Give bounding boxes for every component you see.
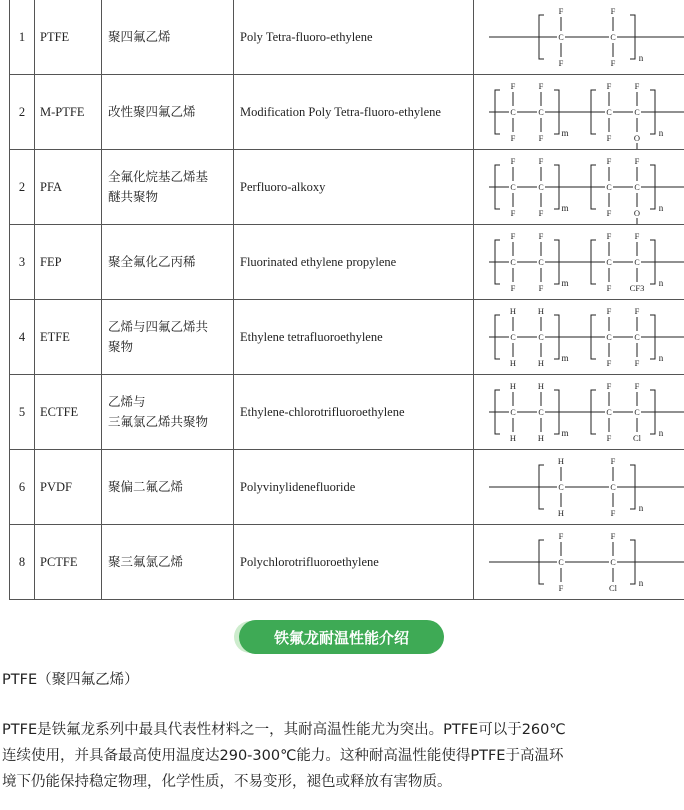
- section-subtitle: PTFE（聚四氟乙烯）: [2, 672, 139, 688]
- carbon-label: C: [609, 33, 616, 42]
- english-name: Modification Poly Tetra-fluoro-ethylene: [234, 75, 474, 150]
- repeat-subscript: n: [658, 278, 663, 288]
- carbon-label: C: [557, 483, 564, 492]
- repeat-subscript: n: [658, 128, 663, 138]
- substituent-bottom: H: [537, 358, 544, 368]
- substituent-bottom: F: [606, 133, 611, 143]
- structure-diagram: [483, 0, 684, 74]
- substituent-top: F: [634, 81, 639, 91]
- row-number: 3: [10, 225, 35, 300]
- substituent-bottom: F: [538, 283, 543, 293]
- substituent-bottom: F: [558, 58, 563, 68]
- structure-formula: [474, 150, 684, 225]
- repeat-subscript: n: [638, 503, 643, 513]
- substituent-bottom: Cl: [608, 583, 617, 593]
- table-row: [10, 150, 684, 225]
- structure-formula: [474, 75, 684, 150]
- abbreviation: PCTFE: [35, 525, 102, 600]
- substituent-top: F: [610, 456, 615, 466]
- substituent-bottom: F: [558, 583, 563, 593]
- substituent-bottom: O: [633, 133, 640, 143]
- carbon-label: C: [605, 408, 612, 417]
- substituent-bottom: F: [510, 283, 515, 293]
- repeat-subscript: n: [658, 203, 663, 213]
- substituent-top: F: [610, 6, 615, 16]
- abbreviation: ECTFE: [35, 375, 102, 450]
- structure-diagram: [483, 150, 684, 224]
- chinese-name-line: 聚物: [108, 340, 134, 354]
- chinese-name: [102, 150, 234, 225]
- carbon-label: C: [605, 258, 612, 267]
- chinese-name-line: 醚共聚物: [108, 190, 159, 204]
- carbon-label: C: [605, 108, 612, 117]
- substituent-bottom: H: [537, 433, 544, 443]
- substituent-bottom: F: [606, 433, 611, 443]
- repeat-subscript: m: [560, 128, 569, 138]
- structure-formula: [474, 375, 684, 450]
- carbon-label: C: [537, 333, 544, 342]
- row-number: 8: [10, 525, 35, 600]
- substituent-top: H: [509, 306, 516, 316]
- structure-diagram: [483, 225, 684, 299]
- structure-formula: [474, 0, 684, 75]
- row-number: 1: [10, 0, 35, 75]
- chinese-name: [102, 375, 234, 450]
- carbon-label: C: [609, 483, 616, 492]
- fluoropolymer-table: [9, 0, 684, 600]
- row-number: 4: [10, 300, 35, 375]
- chinese-name-line: 乙烯与: [108, 395, 146, 409]
- abbreviation: ETFE: [35, 300, 102, 375]
- substituent-top: F: [634, 306, 639, 316]
- substituent-bottom: O: [633, 208, 640, 218]
- carbon-label: C: [633, 183, 640, 192]
- abbreviation: PTFE: [35, 0, 102, 75]
- abbreviation: PVDF: [35, 450, 102, 525]
- substituent-top: F: [510, 231, 515, 241]
- repeat-subscript: n: [658, 353, 663, 363]
- carbon-label: C: [509, 408, 516, 417]
- table-row: [10, 375, 684, 450]
- carbon-label: C: [537, 108, 544, 117]
- abbreviation: PFA: [35, 150, 102, 225]
- substituent-top: F: [538, 231, 543, 241]
- repeat-subscript: m: [560, 428, 569, 438]
- table-row: [10, 75, 684, 150]
- chinese-name: 聚偏二氟乙烯: [102, 450, 234, 525]
- carbon-label: C: [557, 558, 564, 567]
- english-name: Ethylene-chlorotrifluoroethylene: [234, 375, 474, 450]
- substituent-bottom: F: [610, 58, 615, 68]
- carbon-label: C: [633, 108, 640, 117]
- carbon-label: C: [633, 333, 640, 342]
- substituent-top: H: [557, 456, 564, 466]
- abbreviation: M-PTFE: [35, 75, 102, 150]
- substituent-top: F: [558, 6, 563, 16]
- abbreviation: FEP: [35, 225, 102, 300]
- substituent-top: F: [610, 531, 615, 541]
- substituent-top: F: [606, 306, 611, 316]
- repeat-subscript: n: [658, 428, 663, 438]
- english-name: Poly Tetra-fluoro-ethylene: [234, 0, 474, 75]
- substituent-top: F: [634, 156, 639, 166]
- structure-diagram: [483, 450, 684, 524]
- carbon-label: C: [633, 408, 640, 417]
- substituent-top: F: [634, 381, 639, 391]
- structure-diagram: [483, 75, 684, 149]
- english-name: Fluorinated ethylene propylene: [234, 225, 474, 300]
- chinese-name-line: 乙烯与四氟乙烯共: [108, 320, 209, 334]
- structure-diagram: [483, 300, 684, 374]
- english-name: Perfluoro-alkoxy: [234, 150, 474, 225]
- repeat-subscript: m: [560, 203, 569, 213]
- table-row: [10, 300, 684, 375]
- structure-formula: [474, 525, 684, 600]
- structure-formula: [474, 225, 684, 300]
- substituent-top: F: [538, 81, 543, 91]
- substituent-bottom: F: [538, 133, 543, 143]
- carbon-label: C: [509, 108, 516, 117]
- substituent-bottom: F: [610, 508, 615, 518]
- substituent-bottom: F: [510, 133, 515, 143]
- substituent-bottom: F: [606, 283, 611, 293]
- chinese-name-line: 全氟化烷基乙烯基: [108, 170, 209, 184]
- substituent-bottom: H: [509, 358, 516, 368]
- carbon-label: C: [605, 183, 612, 192]
- substituent-bottom: F: [606, 358, 611, 368]
- structure-formula: [474, 450, 684, 525]
- table-row: [10, 525, 684, 600]
- substituent-top: F: [510, 81, 515, 91]
- chinese-name: [102, 300, 234, 375]
- substituent-top: F: [606, 156, 611, 166]
- substituent-top: H: [537, 381, 544, 391]
- chinese-name: 聚四氟乙烯: [102, 0, 234, 75]
- english-name: Polyvinylidenefluoride: [234, 450, 474, 525]
- carbon-label: C: [509, 333, 516, 342]
- substituent-bottom: F: [634, 358, 639, 368]
- substituent-top: F: [606, 381, 611, 391]
- repeat-subscript: m: [560, 278, 569, 288]
- carbon-label: C: [557, 33, 564, 42]
- row-number: 2: [10, 75, 35, 150]
- carbon-label: C: [605, 333, 612, 342]
- row-number: 2: [10, 150, 35, 225]
- carbon-label: C: [537, 408, 544, 417]
- substituent-bottom: Cl: [632, 433, 641, 443]
- chinese-name: 聚全氟化乙丙稀: [102, 225, 234, 300]
- carbon-label: C: [509, 258, 516, 267]
- substituent-top: F: [538, 156, 543, 166]
- repeat-subscript: m: [560, 353, 569, 363]
- structure-diagram: [483, 525, 684, 599]
- substituent-top: F: [606, 81, 611, 91]
- carbon-label: C: [609, 558, 616, 567]
- structure-formula: [474, 300, 684, 375]
- row-number: 5: [10, 375, 35, 450]
- chinese-name: 改性聚四氟乙烯: [102, 75, 234, 150]
- chinese-name-line: 三氟氯乙烯共聚物: [108, 415, 209, 429]
- substituent-top: F: [558, 531, 563, 541]
- row-number: 6: [10, 450, 35, 525]
- table-row: [10, 450, 684, 525]
- paragraph-line: 境下仍能保持稳定物理，化学性质，不易变形，褪色或释放有害物质。: [2, 774, 452, 790]
- substituent-bottom: H: [557, 508, 564, 518]
- carbon-label: C: [509, 183, 516, 192]
- carbon-label: C: [537, 258, 544, 267]
- table-row: [10, 0, 684, 75]
- repeat-subscript: n: [638, 53, 643, 63]
- substituent-bottom: F: [510, 208, 515, 218]
- english-name: Polychlorotrifluoroethylene: [234, 525, 474, 600]
- english-name: Ethylene tetrafluoroethylene: [234, 300, 474, 375]
- section-paragraph: [2, 717, 684, 795]
- substituent-top: H: [537, 306, 544, 316]
- substituent-bottom: F: [606, 208, 611, 218]
- substituent-bottom: H: [509, 433, 516, 443]
- substituent-top: H: [509, 381, 516, 391]
- substituent-top: F: [510, 156, 515, 166]
- section-badge: 铁氟龙耐温性能介绍: [239, 620, 444, 654]
- repeat-subscript: n: [638, 578, 643, 588]
- table-row: [10, 225, 684, 300]
- carbon-label: C: [537, 183, 544, 192]
- chinese-name: 聚三氟氯乙烯: [102, 525, 234, 600]
- substituent-bottom: F: [538, 208, 543, 218]
- structure-diagram: [483, 375, 684, 449]
- paragraph-line: PTFE是铁氟龙系列中最具代表性材料之一，其耐高温性能尤为突出。PTFE可以于260℃: [2, 722, 566, 738]
- substituent-bottom: CF3: [629, 283, 644, 293]
- paragraph-line: 连续使用，并具备最高使用温度达290-300℃能力。这种耐高温性能使得PTFE于高温环: [2, 748, 564, 764]
- substituent-top: F: [606, 231, 611, 241]
- substituent-top: F: [634, 231, 639, 241]
- carbon-label: C: [633, 258, 640, 267]
